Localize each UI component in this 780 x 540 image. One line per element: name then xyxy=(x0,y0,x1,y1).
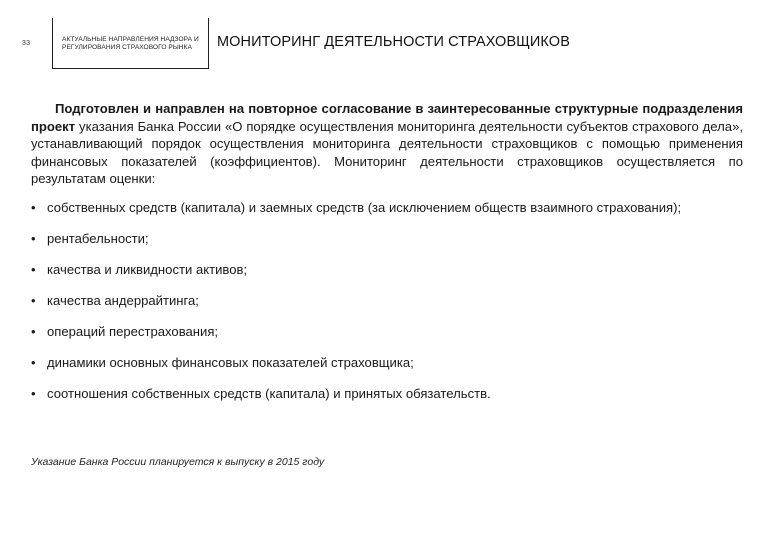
list-item-text: собственных средств (капитала) и заемных средств (за исключением обществ взаимного страхования); xyxy=(47,199,682,215)
list-item xyxy=(31,292,743,309)
slide-content xyxy=(31,100,743,416)
footnote: Указание Банка России планируется к выпуску в 2015 году xyxy=(31,456,325,468)
bullet-icon: • xyxy=(31,292,36,308)
bullet-icon: • xyxy=(31,385,36,401)
page-number: 33 xyxy=(22,40,31,47)
header-divider-left xyxy=(52,18,53,68)
slide-title: МОНИТОРИНГ ДЕЯТЕЛЬНОСТИ СТРАХОВЩИКОВ xyxy=(217,34,570,50)
slide-header xyxy=(0,0,780,75)
bullet-icon: • xyxy=(31,230,36,246)
list-item-text: операций перестрахования; xyxy=(47,323,219,339)
header-divider-right xyxy=(208,18,209,68)
list-item xyxy=(31,199,743,216)
list-item xyxy=(31,354,743,371)
intro-bold-text: Подготовлен и направлен на повторное согласование в заинтересованные структурные подразделения проект xyxy=(31,101,743,134)
list-item xyxy=(31,323,743,340)
bullet-icon: • xyxy=(31,323,36,339)
section-label: АКТУАЛЬНЫЕ НАПРАВЛЕНИЯ НАДЗОРА И РЕГУЛИРОВАНИЯ СТРАХОВОГО РЫНКА xyxy=(62,36,199,51)
bullet-icon: • xyxy=(31,199,36,215)
list-item-text: динамики основных финансовых показателей страховщика; xyxy=(47,354,414,370)
list-item xyxy=(31,230,743,247)
intro-paragraph xyxy=(31,100,743,188)
list-item-text: соотношения собственных средств (капитала) и принятых обязательств. xyxy=(47,385,491,401)
intro-text: указания Банка России «О порядке осуществления мониторинга деятельности субъектов страхового дела», устанавливающий порядок осуществления мониторинга деятельности страховщиков с помощью применения финансовых показателей (коэффициентов). Мониторинг деятельности страховщиков осуществляется по результатам оценки: xyxy=(31,118,743,187)
list-item xyxy=(31,385,743,402)
bullet-icon: • xyxy=(31,261,36,277)
list-item xyxy=(31,261,743,278)
list-item-text: качества андеррайтинга; xyxy=(47,292,199,308)
header-rule xyxy=(52,68,209,69)
list-item-text: рентабельности; xyxy=(47,230,149,246)
list-item-text: качества и ликвидности активов; xyxy=(47,261,248,277)
assessment-criteria-list xyxy=(31,199,743,402)
bullet-icon: • xyxy=(31,354,36,370)
